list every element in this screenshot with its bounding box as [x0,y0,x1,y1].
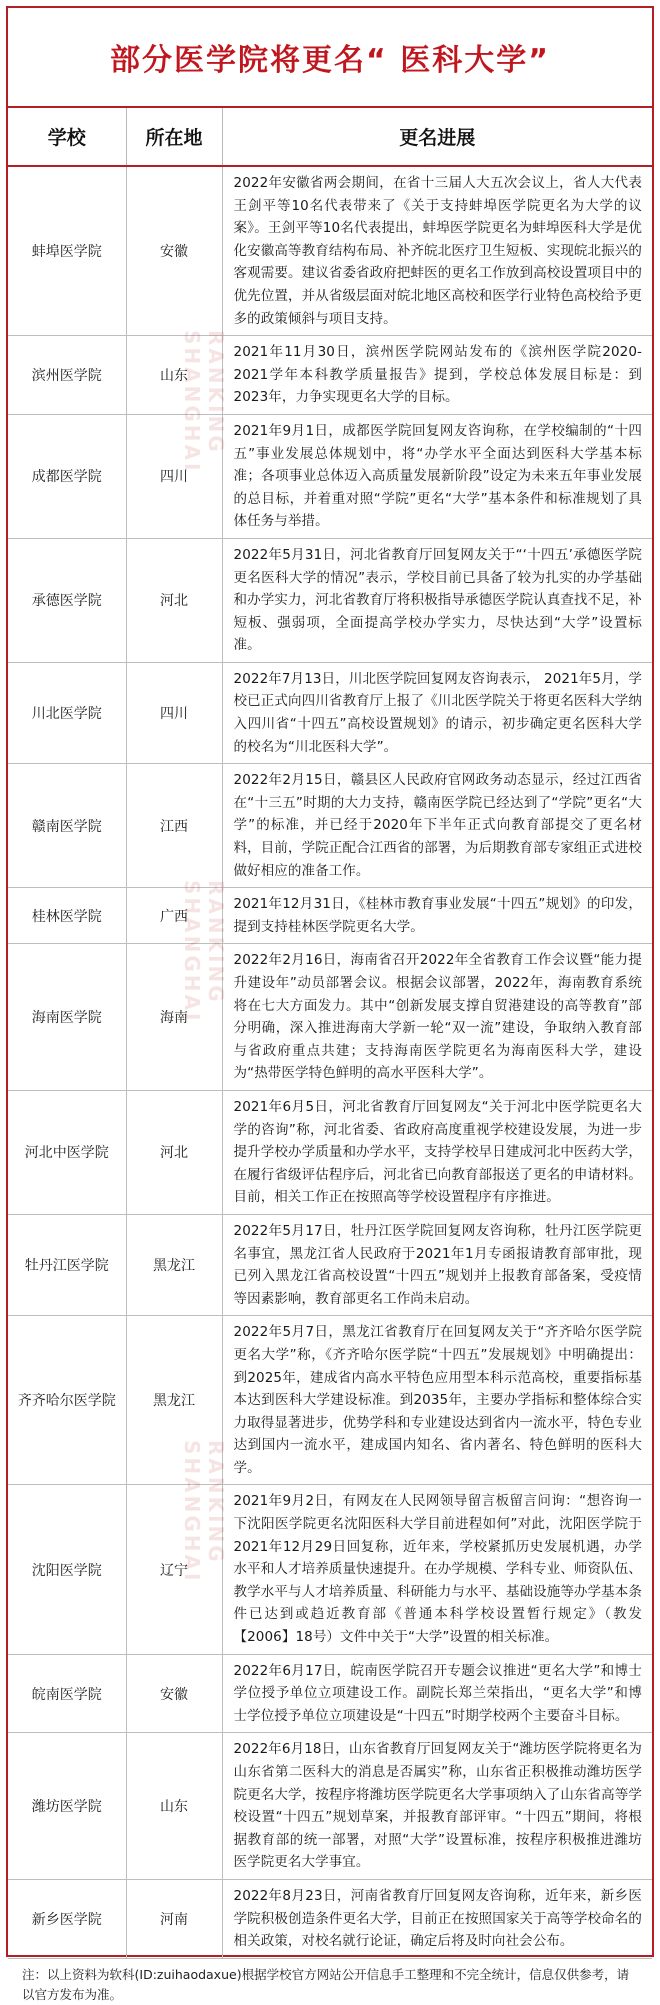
school-cell: 滨州医学院 [8,336,126,415]
header-location: 所在地 [126,108,222,166]
location-cell: 海南 [126,944,222,1091]
school-cell: 潍坊医学院 [8,1733,126,1880]
progress-cell: 2021年11月30日，滨州医学院网站发布的《滨州医学院2020-2021学年本科教学质量报告》提到，学校总体发展目标是：到2023年，力争实现更名大学的目标。 [222,336,652,415]
school-cell: 赣南医学院 [8,764,126,888]
table-row [8,1316,652,1485]
table-header-row [8,108,652,166]
school-cell: 牡丹江医学院 [8,1214,126,1315]
school-cell: 新乡医学院 [8,1879,126,1958]
progress-cell: 2021年9月1日，成都医学院回复网友咨询称，在学校编制的“十四五”事业发展总体规划中，将“办学水平全面达到医科大学基本标准；各项事业总体迈入高质量发展新阶段”设定为未来五年事业发展的总目标，并着重对照“学院”更名“大学”基本条件和标准规划了具体任务与举措。 [222,414,652,538]
page-title: 部分医学院将更名“ 医科大学” [110,43,550,78]
header-school: 学校 [8,108,126,166]
infographic-frame [6,6,654,2002]
table-row [8,1733,652,1880]
table-row [8,764,652,888]
progress-cell: 2021年9月2日，有网友在人民网领导留言板留言问询：“想咨询一下沈阳医学院更名沈阳医科大学目前进程如何”对此，沈阳医学院于2021年12月29日回复称，近年来，学校紧抓历史发展机遇，办学水平和人才培养质量快速提升。在办学规模、学科专业、师资队伍、教学水平与人才培养质量、科研能力与水平、基础设施等办学基本条件已达到或趋近教育部《普通本科学校设置暂行规定》（教发【2006】18号）文件中关于“大学”设置的相关标准。 [222,1485,652,1654]
progress-cell: 2022年安徽省两会期间，在省十三届人大五次会议上，省人大代表王剑平等10名代表带来了《关于支持蚌埠医学院更名为大学的议案》。王剑平等10名代表提出，蚌埠医学院更名为蚌埠医科大学是优化安徽高等教育结构布局、补齐皖北医疗卫生短板、实现皖北振兴的客观需要。建议省委省政府把蚌医的更名工作放到高校设置项目中的优先位置，并从省级层面对皖北地区高校和医学行业特色高校给予更多的政策倾斜与项目支持。 [222,166,652,336]
progress-cell: 2022年8月23日，河南省教育厅回复网友咨询称，近年来，新乡医学院积极创造条件更名大学，目前正在按照国家关于高等学校命名的相关政策，对校名就行论证，确定后将及时向社会公布。 [222,1879,652,1958]
header-progress: 更名进展 [222,108,652,166]
school-cell: 海南医学院 [8,944,126,1091]
progress-cell: 2021年6月5日，河北省教育厅回复网友“关于河北中医学院更名大学的咨询”称，河北省委、省政府高度重视学校建设发展，为进一步提升学校办学质量和办学水平，支持学校早日建成河北中医药大学，在履行省级评估程序后，河北省已向教育部报送了更名的申请材料。目前，相关工作正在按照高等学校设置程序有序推进。 [222,1090,652,1214]
location-cell: 四川 [126,662,222,763]
school-cell: 齐齐哈尔医学院 [8,1316,126,1485]
school-cell: 蚌埠医学院 [8,166,126,336]
table-row [8,1214,652,1315]
progress-cell: 2022年7月13日，川北医学院回复网友咨询表示， 2021年5月，学校已正式向四川省教育厅上报了《川北医学院关于将更名医科大学纳入四川省“十四五”高校设置规划》的请示，初步确定更名医科大学的校名为“川北医科大学”。 [222,662,652,763]
table-row [8,1879,652,1958]
table-row [8,538,652,662]
table-row [8,888,652,944]
school-cell: 沈阳医学院 [8,1485,126,1654]
table-row [8,1485,652,1654]
progress-cell: 2022年2月15日，赣县区人民政府官网政务动态显示，经过江西省在“十三五”时期的大力支持，赣南医学院已经达到了“学院”更名“大学”的标准，并已经于2020年下半年正式向教育部提交了更名材料，目前，学院正配合江西省的部署，为后期教育部专家组正式进校做好相应的准备工作。 [222,764,652,888]
progress-cell: 2022年5月17日，牡丹江医学院回复网友咨询称，牡丹江医学院更名事宜，黑龙江省人民政府于2021年1月专函报请教育部审批，现已列入黑龙江省高校设置“十四五”规划并上报教育部备案，受疫情等因素影响，教育部更名工作尚未启动。 [222,1214,652,1315]
title-bar [8,8,652,108]
location-cell: 黑龙江 [126,1316,222,1485]
progress-cell: 2022年5月7日，黑龙江省教育厅在回复网友关于“齐齐哈尔医学院更名大学”称，《齐齐哈尔医学院“十四五”发展规划》中明确提出：到2025年，建成省内高水平特色应用型本科示范高校，重要指标基本达到医科大学建设标准。到2035年，主要办学指标和整体综合实力取得显著进步，优势学科和专业建设达到省内一流水平，特色专业达到国内一流水平，建成国内知名、省内著名、特色鲜明的医科大学。 [222,1316,652,1485]
table-row [8,414,652,538]
school-cell: 桂林医学院 [8,888,126,944]
table-row [8,1090,652,1214]
table-row [8,1654,652,1733]
school-cell: 皖南医学院 [8,1654,126,1733]
progress-cell: 2021年12月31日，《桂林市教育事业发展“十四五”规划》的印发，提到支持桂林医学院更名大学。 [222,888,652,944]
location-cell: 四川 [126,414,222,538]
location-cell: 江西 [126,764,222,888]
progress-cell: 2022年6月17日，皖南医学院召开专题会议推进“更名大学”和博士学位授予单位立项建设工作。副院长郑兰荣指出，“更名大学”和博士学位授予单位立项建设是“十四五”时期学校两个主要奋斗目标。 [222,1654,652,1733]
progress-cell: 2022年2月16日，海南省召开2022年全省教育工作会议暨“能力提升建设年”动员部署会议。根据会议部署，2022年，海南教育系统将在七大方面发力。其中“创新发展支撑自贸港建设的高等教育”部分明确，深入推进海南大学新一轮“双一流”建设，争取纳入教育部与省政府重点共建；支持海南医学院更名为海南医科大学，建设为“热带医学特色鲜明的高水平医科大学”。 [222,944,652,1091]
location-cell: 安徽 [126,166,222,336]
location-cell: 山东 [126,1733,222,1880]
location-cell: 河北 [126,538,222,662]
school-cell: 河北中医学院 [8,1090,126,1214]
footnote: 注：以上资料为软科(ID:zuihaodaxue)根据学校官方网站公开信息手工整理和不完全统计，信息仅供参考，请以官方发布为准。 [22,1966,630,2002]
location-cell: 河北 [126,1090,222,1214]
renaming-table [8,108,652,1959]
school-cell: 承德医学院 [8,538,126,662]
location-cell: 山东 [126,336,222,415]
location-cell: 黑龙江 [126,1214,222,1315]
location-cell: 辽宁 [126,1485,222,1654]
school-cell: 成都医学院 [8,414,126,538]
school-cell: 川北医学院 [8,662,126,763]
progress-cell: 2022年6月18日，山东省教育厅回复网友关于“潍坊医学院将更名为山东省第二医科大的消息是否属实”称，山东省正积极推动潍坊医学院更名大学，按程序将潍坊医学院更名大学事项纳入了山东省高等学校设置“十四五”规划草案，并报教育部评审。“十四五”期间，将根据教育部的统一部署，对照“大学”设置标准，按程序积极推进潍坊医学院更名大学事宜。 [222,1733,652,1880]
location-cell: 广西 [126,888,222,944]
location-cell: 安徽 [126,1654,222,1733]
table-row [8,662,652,763]
progress-cell: 2022年5月31日，河北省教育厅回复网友关于“‘十四五’承德医学院更名医科大学的情况”表示，学校目前已具备了较为扎实的办学基础和办学实力，河北省教育厅将积极指导承德医学院认真查找不足，补短板、强弱项，全面提高学校办学实力，尽快达到“大学”设置标准。 [222,538,652,662]
table-row [8,336,652,415]
table-row [8,944,652,1091]
location-cell: 河南 [126,1879,222,1958]
table-row [8,166,652,336]
